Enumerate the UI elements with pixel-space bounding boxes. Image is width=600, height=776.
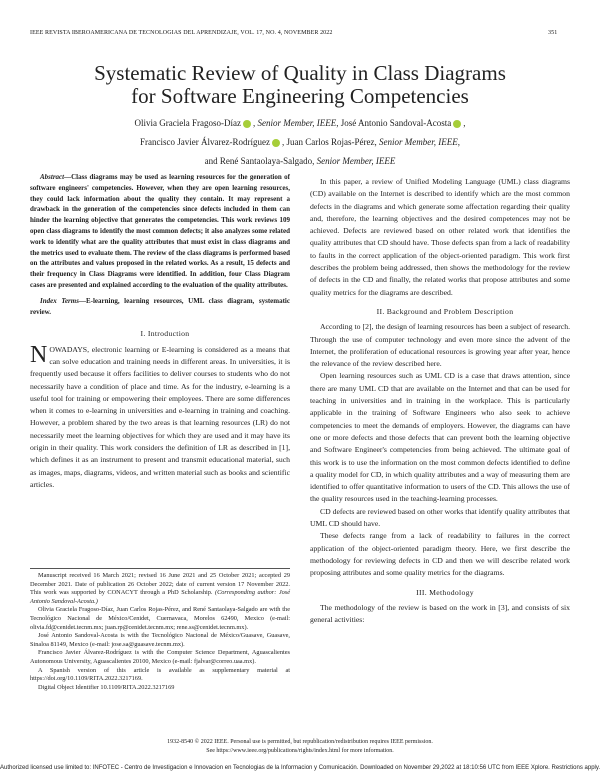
author-3: Francisco Javier Álvarez-Rodríguez bbox=[140, 137, 270, 147]
footnote-spanish-version[interactable]: A Spanish version of this article is available as supplementary material at https://doi.org/10.1109/RITA.2022.3217169. bbox=[30, 666, 290, 683]
intro-right-paragraph: In this paper, a review of Unified Modeling Language (UML) class diagrams (CD) available on the Internet is described to identify which are the most common defects in the diagrams and which generate some affectation regarding their quality and, therefore, the learning objectives and the desired competences may not be achieved. Defects are reviewed based on other related work that identifies the quality attributes that CD should have. Those defects span from a lack of readability to faults in the correct application of the object-oriented paradigm. This work first describes the problem being addressed, then shows the methodology for the review of defects in the CD and finally, the related works that propose attributes and some quality metrics for the diagrams are described. bbox=[310, 177, 570, 297]
section-introduction bbox=[30, 328, 290, 491]
author-5-role: Senior Member, IEEE bbox=[316, 156, 396, 166]
background-paragraph-4: These defects range from a lack of readability to failures in the correct application of the object-oriented paradigm theory. Here, we first describe the methodology for reviewing defects in CD and then we will describe related work proposing attributes and some quality metrics for the diagrams. bbox=[310, 531, 570, 578]
index-terms-label: Index Terms— bbox=[40, 296, 86, 305]
license-notice: Authorized licensed use limited to: INFOTEC - Centro de Investigacion e Innovacion en Tecnologias de la Informacion y Comunicación. Downloaded on November 29,2022 at 18:10:56 UTC from IEEE Xplore. Restrictions apply. bbox=[0, 765, 600, 771]
authors-block bbox=[40, 114, 560, 171]
background-paragraph-1: According to [2], the design of learning resources has been a subject of research. Through the use of computer technology and even more since the advent of the Internet, the proliferation of educational resources is growing year after year, hence the relevance of the review described here. bbox=[310, 322, 570, 369]
running-header: IEEE REVISTA IBEROAMERICANA DE TECNOLOGIAS DEL APRENDIZAJE, VOL. 17, NO. 4, NOVEMBER 2022 bbox=[30, 30, 333, 36]
footnote-doi: Digital Object Identifier 10.1109/RITA.2022.3217169 bbox=[38, 683, 175, 691]
methodology-paragraph-1: The methodology of the review is based on the work in [3], and consists of six general activities: bbox=[310, 602, 570, 625]
intro-text: electronic learning or E-learning is considered as a means that can solve education and training needs in different areas. In universities, it is frequently used because it offers facilities to deliver courses to students who do not necessarily have a condition of place and time. As for the industry, e-learning is a useful tool for training or empowering their employees. There are some differences when it comes to e-learning in universities and e-learning in training and coaching. However, a problem shared by the two areas is that learning resources (LR) do not necessarily meet the learning objectives for which they are used and it may have its origin in their quality. This work considers the definition of LR as described in [1], which defines it as an instrument to present and transmit educational material, such as images, maps, diagrams, videos, and written material such as books and scientific articles. bbox=[30, 344, 291, 489]
copyright-line: 1932-8540 © 2022 IEEE. Personal use is permitted, but republication/redistribution requires IEEE permission. bbox=[167, 739, 433, 745]
author-1-role: Senior Member, IEEE bbox=[257, 118, 337, 128]
rights-link-line[interactable]: See https://www.ieee.org/publications/rights/index.html for more information. bbox=[206, 748, 394, 754]
footnote-divider bbox=[30, 568, 290, 569]
section-heading: II. Background and Problem Description bbox=[376, 306, 514, 316]
authors-line-2: Francisco Javier Álvarez-Rodríguez , Juan Carlos Rojas-Pérez, Senior Member, IEEE, bbox=[140, 137, 460, 147]
abstract bbox=[30, 172, 290, 291]
background-paragraph-3: CD defects are reviewed based on other works that identify quality attributes that UML CD should have. bbox=[310, 506, 570, 529]
footnote-affiliation-1: Olivia Graciela Fragoso-Díaz, Juan Carlos Rojas-Pérez, and René Santaolaya-Salgado are with the Tecnológico Nacional de México/Cenidet, Cuernavaca, Morelos 62490, Mexico (e-mail: olivia.fd@cenidet.tecnm.mx; juan.rp@cenidet.tecnm.mx; rene.ss@cenidet.tecnm.mx). bbox=[30, 606, 290, 631]
index-terms-text: E-learning, learning resources, UML class diagram, systematic review. bbox=[30, 296, 290, 316]
authors-line-1: Olivia Graciela Fragoso-Díaz , Senior Member, IEEE, José Antonio Sandoval-Acosta , bbox=[134, 118, 466, 128]
footnotes bbox=[30, 572, 290, 692]
abstract-label: Abstract— bbox=[40, 173, 72, 181]
footnote-affiliation-2: José Antonio Sandoval-Acosta is with the Tecnológico Nacional de México/Guasave, Guasave, Sinaloa 81149, Mexico (e-mail: jose.sa@guasave.tecnm.mx). bbox=[30, 632, 290, 648]
left-column bbox=[30, 172, 290, 491]
author-1: Olivia Graciela Fragoso-Díaz bbox=[134, 118, 241, 128]
orcid-icon[interactable] bbox=[243, 120, 251, 128]
intro-lead: OWADAYS, bbox=[49, 344, 89, 354]
right-column bbox=[310, 176, 570, 626]
index-terms bbox=[30, 296, 290, 318]
authors-line-3 bbox=[40, 152, 560, 171]
section-heading: III. Methodology bbox=[416, 587, 474, 597]
author-4: Juan Carlos Rojas-Pérez bbox=[286, 137, 375, 147]
drop-cap: N bbox=[30, 341, 48, 368]
orcid-icon[interactable] bbox=[453, 120, 461, 128]
abstract-text: Class diagrams may be used as learning resources for the generation of software engineers' competencies. However, when they are open learning resources, they could lack information about the quality they contain. It may represent a drawback in the generation of the competencies since defects included in them can hinder the learning objective that generates the competencies. This work reviews 109 open class diagrams to identify the most common defects; it also analyzes some related work to identify what are the quality attributes that must exist in class diagrams and the metrics used to evaluate them. The review of the class diagrams is performed based on the attributes and values proposed in the related works. As a result, 15 defects and their frequency in Class Diagrams were identified. In addition, four Class Diagram cases are presented and explained according to the evaluation of the quality attributes. bbox=[30, 173, 290, 289]
footnote-affiliation-3: Francisco Javier Álvarez-Rodríguez is with the Computer Science Department, Aguascalientes Autonomous University, Aguascalientes 20100, Mexico (e-mail: fjalvar@correo.uaa.mx). bbox=[30, 649, 290, 665]
page-number: 351 bbox=[548, 30, 558, 36]
orcid-icon[interactable] bbox=[272, 139, 280, 147]
author-4-role: Senior Member, IEEE bbox=[378, 137, 458, 147]
section-heading: I. Introduction bbox=[140, 329, 190, 339]
paper-title bbox=[0, 62, 600, 108]
title-line-1: Systematic Review of Quality in Class Diagrams bbox=[94, 61, 506, 85]
author-2: José Antonio Sandoval-Acosta bbox=[340, 118, 452, 128]
title-line-2: for Software Engineering Competencies bbox=[131, 84, 469, 108]
intro-paragraph bbox=[30, 341, 291, 492]
author-5: and René Santaolaya-Salgado, bbox=[204, 156, 315, 166]
footnote-received: Manuscript received 16 March 2021; revised 16 June 2021 and 25 October 2021; accepted 29 December 2021. Date of publication 26 October 2022; date of current version 17 November 2022. This work was supported by CONACYT through a PhD Scholarship. (Corresponding author: José Antonio Sandoval-Acosta.) bbox=[30, 572, 291, 605]
background-paragraph-2: Open learning resources such as UML CD is a case that draws attention, since there are many UML CD that are available on the Internet and that can be used for teaching in universities and in training in the workplace. This is particularly applicable in the training of Software Engineers who also seek to achieve competencies to meet the demands of employers. However, the diagrams can have one or more defects and those defects that can prevent both the learning objective and Software Engineer's competencies from being achieved. The ultimate goal of this work is to use the information on the most common defects identified to define a quality model for CD, in which quality attributes and a way of measuring them are identified to offer quantitative information to users of the CD. This allows the use of the quality resources used in the teaching-learning processes. bbox=[310, 371, 570, 504]
